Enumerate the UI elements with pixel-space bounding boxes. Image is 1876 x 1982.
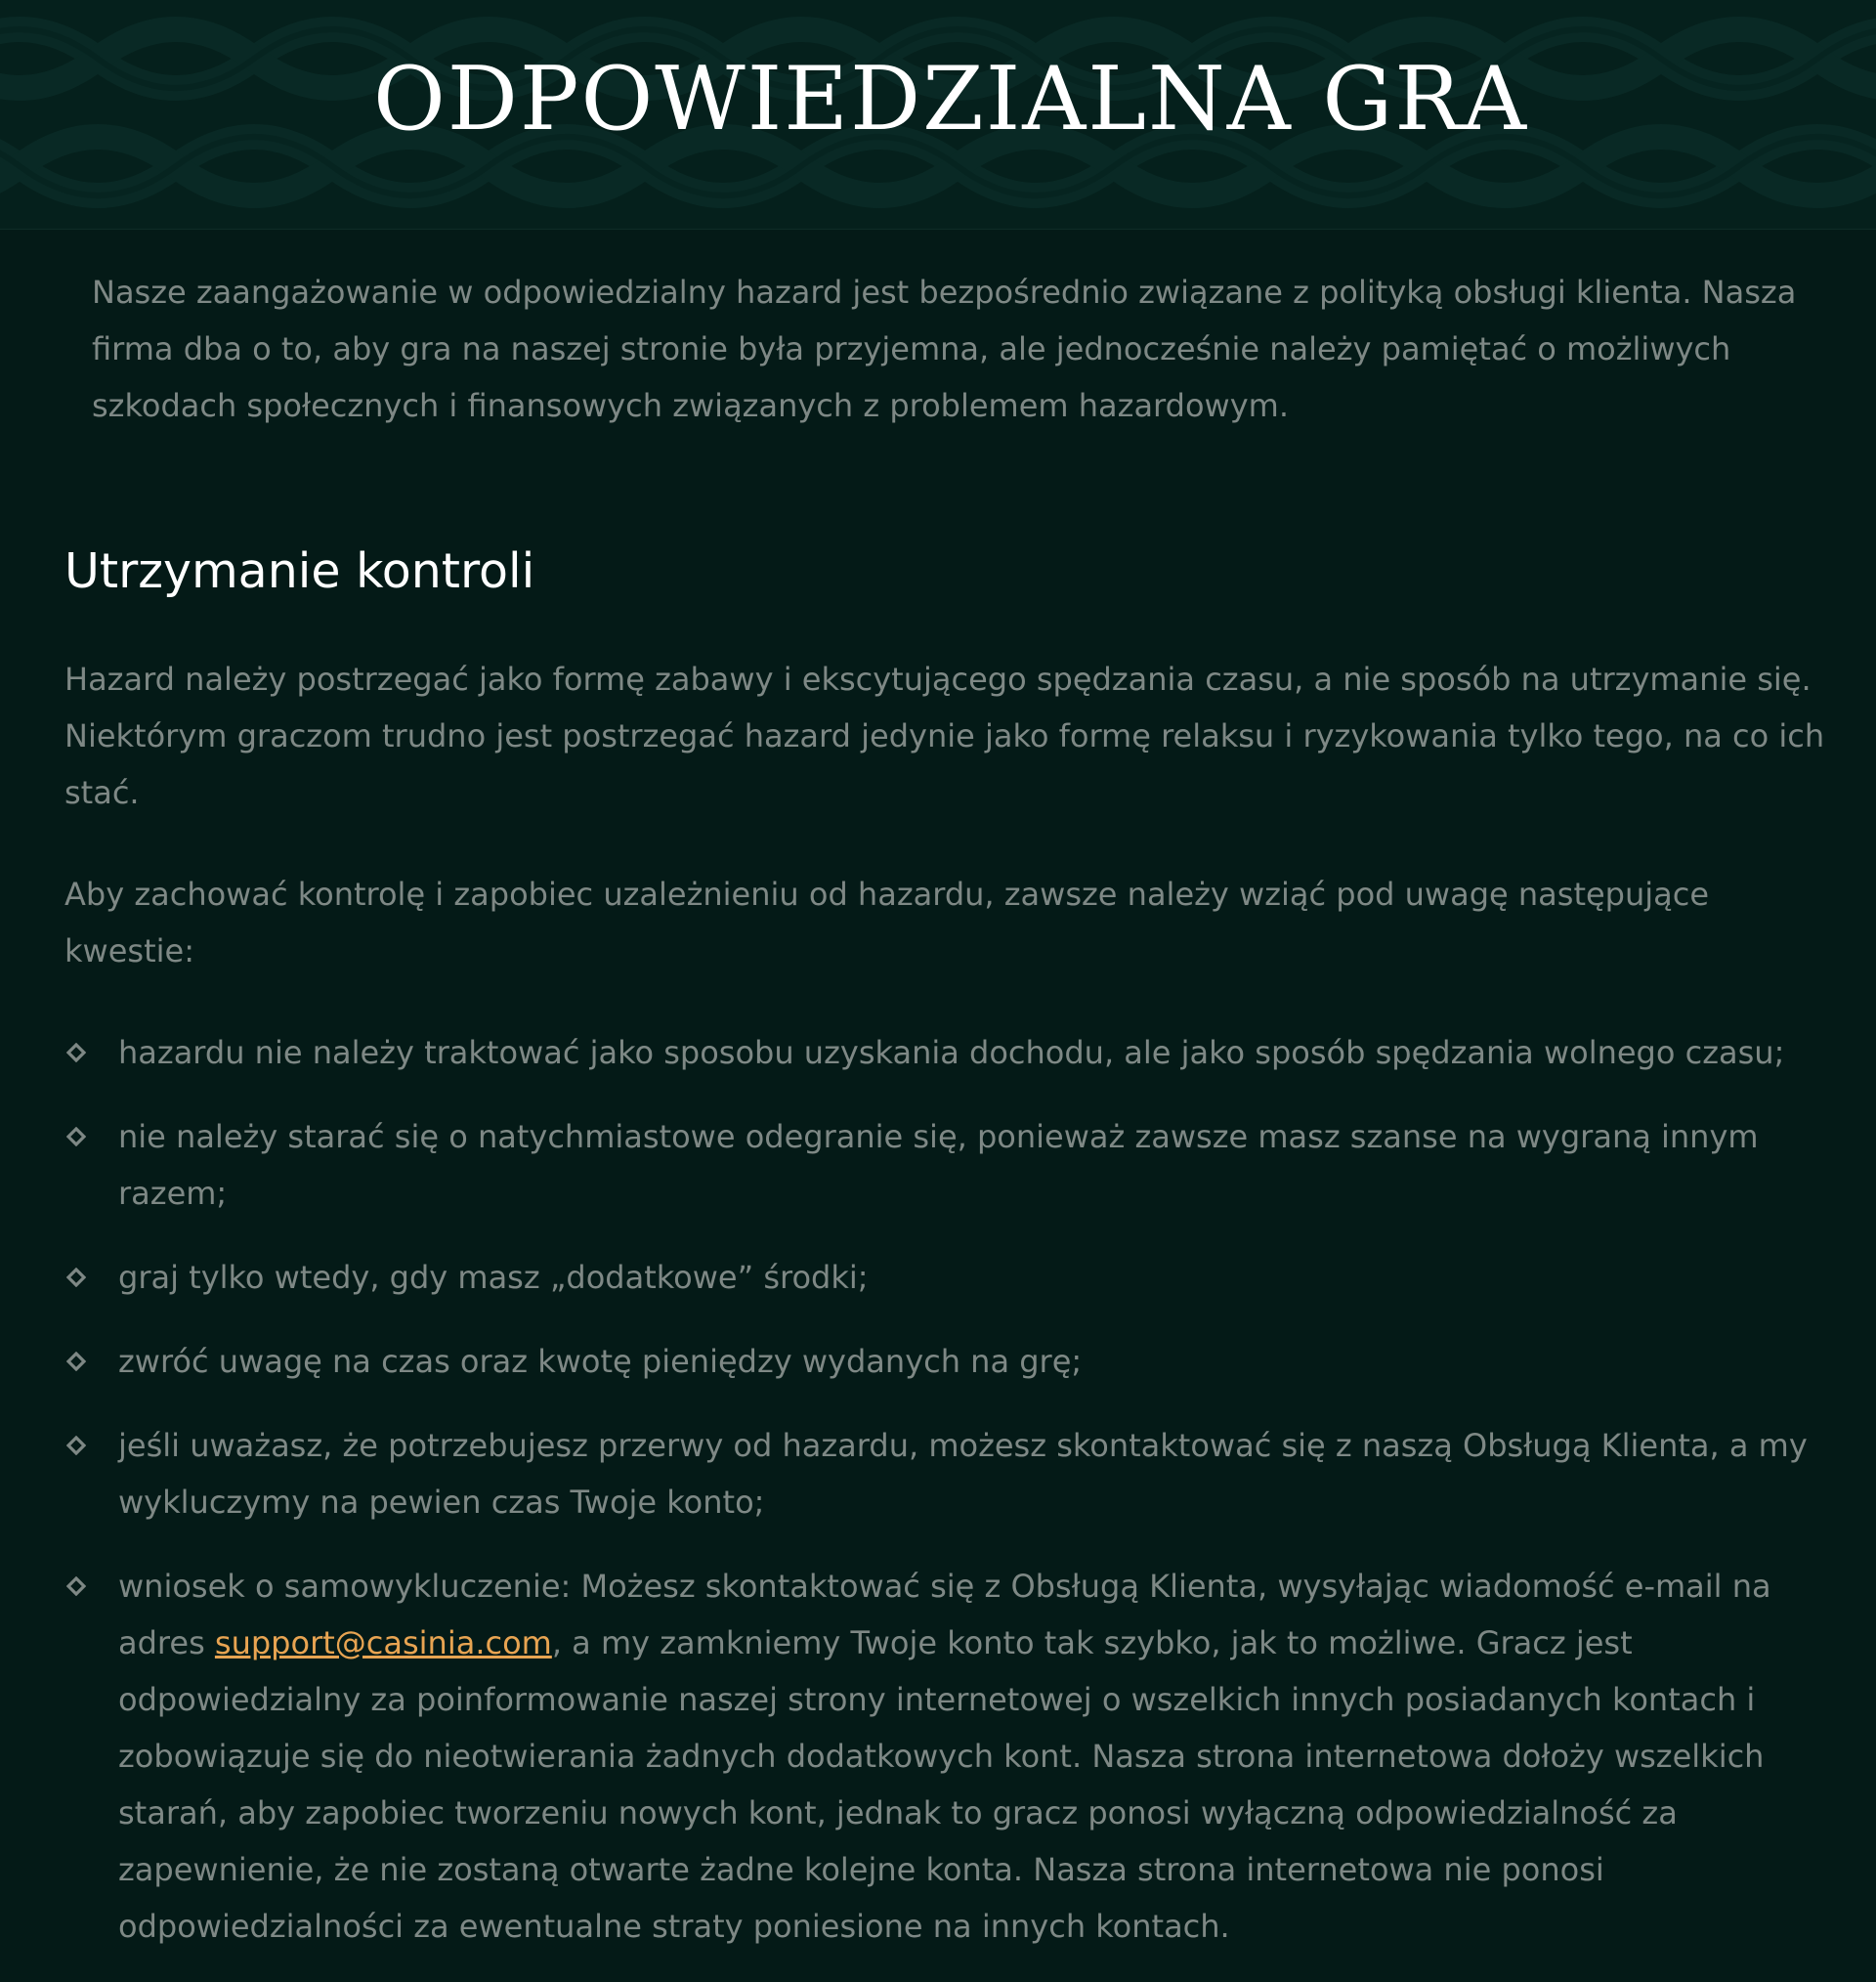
main-content — [64, 229, 1831, 1982]
list-item — [64, 1108, 1831, 1222]
diamond-bullet-icon — [66, 1436, 86, 1455]
page-title: ODPOWIEDZIALNA GRA — [372, 48, 1529, 151]
diamond-bullet-icon — [66, 1352, 86, 1371]
section-heading: Utrzymanie kontroli — [64, 543, 535, 599]
list-item — [64, 1249, 1831, 1306]
intro-paragraph: Nasze zaangażowanie w odpowiedzialny hazard jest bezpośrednio związane z polityką obsługi klienta. Nasza firma dba o to, aby gra na naszej stronie była przyjemna, ale jednocześnie należy pamiętać o możliwych szkodach społecznych i finansowych związanych z problemem hazardowym. — [92, 274, 1797, 424]
diamond-bullet-icon — [66, 1576, 86, 1596]
diamond-bullet-icon — [66, 1043, 86, 1062]
list-item-text: nie należy starać się o natychmiastowe odegranie się, ponieważ zawsze masz szanse na wygraną innym razem; — [118, 1118, 1759, 1212]
list-item — [64, 1024, 1831, 1081]
self-exclusion-text-before: wniosek o samowykluczenie: Możesz skontaktować się z Obsługą Klienta, wysyłając wiadomość e-mail na adres — [118, 1568, 1771, 1661]
list-item — [64, 1333, 1831, 1390]
list-item-self-exclusion — [64, 1558, 1831, 1955]
support-email-link[interactable]: support@casinia.com — [214, 1624, 552, 1661]
list-item-text: jeśli uważasz, że potrzebujesz przerwy od hazardu, możesz skontaktować się z naszą Obsługą Klienta, a my wykluczymy na pewien czas Twoje konto; — [118, 1427, 1808, 1521]
list-item — [64, 1417, 1831, 1530]
page-header — [0, 0, 1876, 230]
list-item-text: hazardu nie należy traktować jako sposobu uzyskania dochodu, ale jako sposób spędzania wolnego czasu; — [118, 1034, 1785, 1071]
diamond-bullet-icon — [66, 1127, 86, 1146]
control-tips-list — [64, 1024, 1831, 1955]
diamond-bullet-icon — [66, 1268, 86, 1287]
section-paragraph-2: Aby zachować kontrolę i zapobiec uzależnieniu od hazardu, zawsze należy wziąć pod uwagę następujące kwestie: — [64, 876, 1710, 969]
self-exclusion-text-after: , a my zamkniemy Twoje konto tak szybko, jak to możliwe. Gracz jest odpowiedzialny za poinformowanie naszej strony internetowej o wszelkich innych posiadanych kontach i zobowiązuje się do nieotwierania żadnych dodatkowych kont. Nasza strona internetowa dołoży wszelkich starań, aby zapobiec tworzeniu nowych kont, jednak to gracz ponosi wyłączną odpowiedzialność za zapewnienie, że nie zostaną otwarte żadne kolejne konta. Nasza strona internetowa nie ponosi odpowiedzialności za ewentualne straty poniesione na innych kontach. — [118, 1624, 1765, 1945]
section-paragraph-1: Hazard należy postrzegać jako formę zabawy i ekscytującego spędzania czasu, a nie sposób na utrzymanie się. Niektórym graczom trudno jest postrzegać hazard jedynie jako formę relaksu i ryzykowania tylko tego, na co ich stać. — [64, 661, 1825, 811]
list-item-text: zwróć uwagę na czas oraz kwotę pieniędzy wydanych na grę; — [118, 1343, 1083, 1380]
list-item-text: graj tylko wtedy, gdy masz „dodatkowe” środki; — [118, 1259, 869, 1296]
